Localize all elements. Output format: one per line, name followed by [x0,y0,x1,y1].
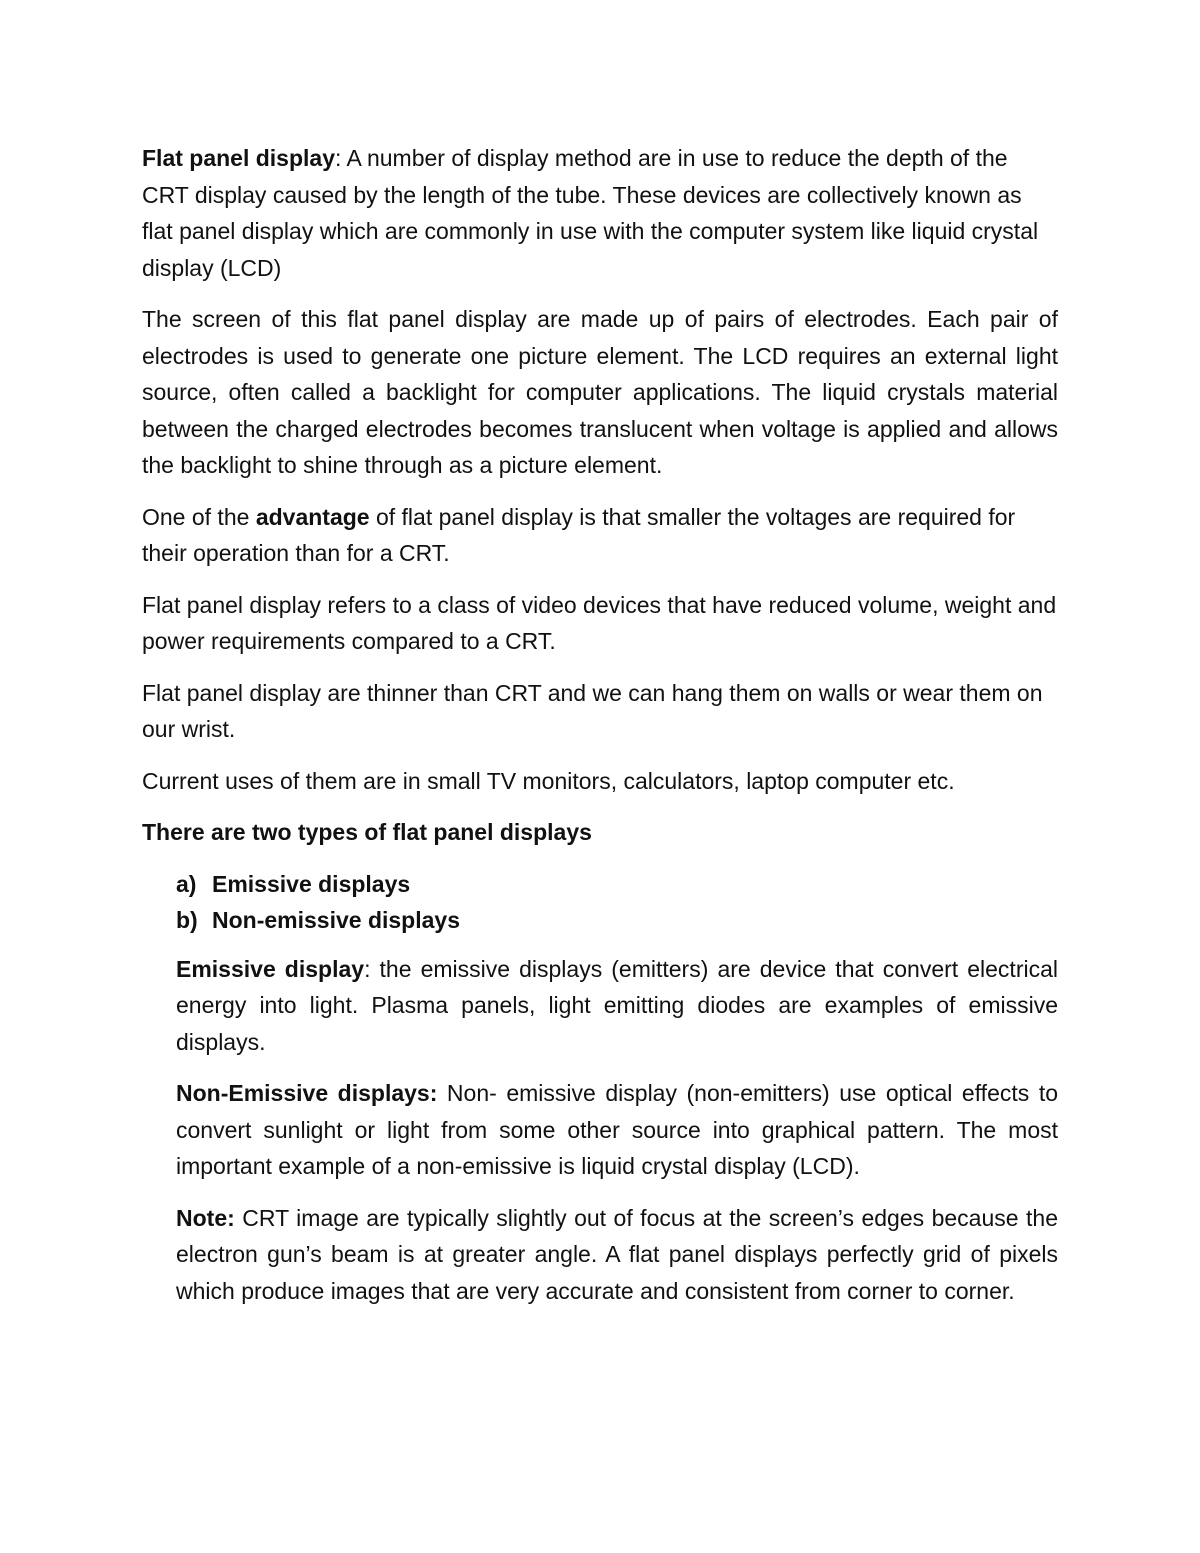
paragraph-screen-electrodes [142,301,1058,484]
term-emissive-display: Emissive display [176,955,365,982]
list-item-label: Emissive displays [212,870,411,897]
list-marker: b) [176,907,198,933]
term-flat-panel-display: Flat panel display [142,145,335,171]
paragraph-text: Flat panel display refers to a class of video devices that have reduced volume, weight and power requirements compared to a CRT. [142,591,1057,654]
paragraph-text: : A number of display method are in use to reduce the depth of the CRT display caused by the length of the tube. These devices are collectively known as flat panel display which are commonly in use with the computer system like liquid crystal display (LCD) [142,145,1039,281]
term-note: Note: [176,1204,235,1231]
paragraph-text: Non- emissive display (non-emitters) use optical effects to convert sunlight or light from some other source into graphical pattern. The most important example of a non-emissive is liquid crystal display (LCD). [176,1080,1058,1179]
list-item [176,866,1058,903]
types-list [142,866,1058,939]
paragraph-video-devices [142,587,1058,660]
list-item-label: Non-emissive displays [212,907,460,933]
term-non-emissive-displays: Non-Emissive displays: [176,1080,438,1106]
paragraph-text: Current uses of them are in small TV monitors, calculators, laptop computer etc. [142,767,955,794]
paragraph-note [176,1200,1058,1310]
paragraph-text: Flat panel display are thinner than CRT and we can hang them on walls or wear them on our wrist. [142,679,1043,742]
paragraph-emissive [176,951,1058,1061]
list-marker: a) [176,870,197,897]
paragraph-text: : the emissive displays (emitters) are device that convert electrical energy into light. Plasma panels, light emitting diodes are examples of emissive displays. [176,955,1058,1055]
paragraph-current-uses [142,763,1058,800]
paragraph-text-after: of flat panel display is that smaller the voltages are required for their operation than for a CRT. [142,503,1016,566]
list-item [176,902,1058,939]
paragraph-text: The screen of this flat panel display are made up of pairs of electrodes. Each pair of electrodes is used to generate one picture element. The LCD requires an external light source, often called a backlight for computer applications. The liquid crystals material between the charged electrodes becomes translucent when voltage is applied and allows the backlight to shine through as a picture element. [142,306,1058,478]
paragraph-non-emissive [176,1075,1058,1185]
document-page [142,140,1058,1324]
types-heading: There are two types of flat panel displays [142,819,592,845]
paragraph-thinner [142,675,1058,748]
term-advantage: advantage [255,503,370,530]
paragraph-text-before: One of the [142,503,256,530]
paragraph-text: CRT image are typically slightly out of focus at the screen’s edges because the electron gun’s beam is at greater angle. A flat panel displays perfectly grid of pixels which produce images that are very accurate and consistent from corner to corner. [176,1204,1058,1304]
paragraph-advantage [142,499,1058,572]
paragraph-flat-panel-definition [142,140,1058,286]
